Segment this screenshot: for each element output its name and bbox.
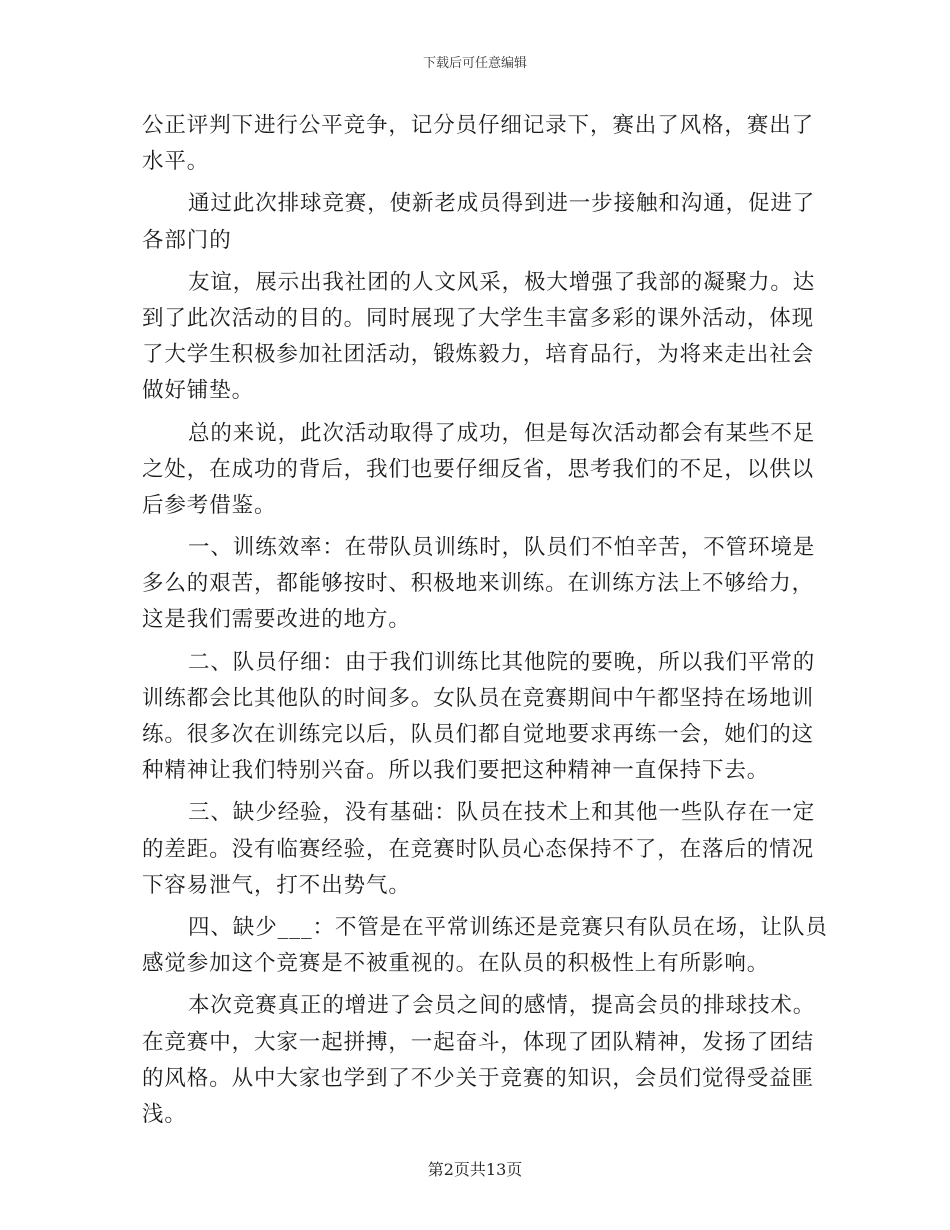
text-line: 种精神让我们特别兴奋。所以我们要把这种精神一直保持下去。 — [142, 758, 770, 784]
footer-suffix: 页 — [506, 1160, 523, 1179]
text-line: 后参考借鉴。 — [142, 492, 277, 518]
text-line: 之处，在成功的背后，我们也要仔细反省，思考我们的不足，以供以 — [142, 456, 815, 482]
text-line: 下容易泄气，打不出势气。 — [142, 872, 411, 898]
footer-prefix: 第 — [427, 1160, 444, 1179]
text-line: 通过此次排球竞赛，使新老成员得到进一步接触和沟通，促进了 — [188, 191, 816, 217]
paragraph — [142, 795, 816, 904]
paragraph — [142, 108, 815, 180]
text-line: 各部门的 — [142, 227, 232, 253]
paragraph — [142, 530, 816, 639]
page-footer — [0, 1157, 950, 1180]
document-body — [142, 108, 828, 1133]
footer-middle: 页共 — [453, 1160, 486, 1179]
paragraph — [142, 988, 816, 1133]
text-line: 本次竞赛真正的增进了会员之间的感情，提高会员的排球技术。 — [188, 993, 816, 1019]
text-line: 到了此次活动的目的。同时展现了大学生丰富多彩的课外活动，体现 — [142, 305, 815, 331]
page-number: 2 — [443, 1160, 454, 1179]
text-line: 做好铺垫。 — [142, 378, 255, 404]
text-line: 多么的艰苦，都能够按时、积极地来训练。在训练方法上不够给力， — [142, 571, 815, 597]
text-line: 这是我们需要改进的地方。 — [142, 607, 411, 633]
paragraph — [142, 910, 828, 982]
text-line: 的风格。从中大家也学到了不少关于竞赛的知识，会员们觉得受益匪 — [142, 1065, 815, 1091]
paragraph — [142, 265, 816, 410]
paragraph — [142, 186, 816, 258]
text-line: 总的来说，此次活动取得了成功，但是每次活动都会有某些不足 — [188, 420, 816, 446]
text-line: 训练都会比其他队的时间多。女队员在竞赛期间中午都坚持在场地训 — [142, 685, 815, 711]
text-line: 感觉参加这个竞赛是不被重视的。在队员的积极性上有所影响。 — [142, 951, 770, 977]
total-pages: 13 — [485, 1160, 507, 1179]
text-line: 一、训练效率：在带队员训练时，队员们不怕辛苦，不管环境是 — [188, 535, 816, 561]
text-line: 三、缺少经验，没有基础：队员在技术上和其他一些队存在一定 — [188, 800, 816, 826]
text-line: 浅。 — [142, 1101, 187, 1127]
text-line: 了大学生积极参加社团活动，锻炼毅力，培育品行，为将来走出社会 — [142, 342, 815, 368]
text-line: 的差距。没有临赛经验，在竞赛时队员心态保持不了，在落后的情况 — [142, 836, 815, 862]
text-line: 四、缺少___：不管是在平常训练还是竞赛只有队员在场，让队员 — [188, 914, 828, 940]
text-line: 水平。 — [142, 149, 210, 175]
page-header: 下载后可任意编辑 — [422, 56, 527, 71]
text-line: 练。很多次在训练完以后，队员们都自觉地要求再练一会，她们的这 — [142, 722, 815, 747]
text-line: 在竞赛中，大家一起拼搏，一起奋斗，体现了团队精神，发扬了团结 — [142, 1029, 815, 1055]
paragraph — [142, 645, 816, 790]
text-line: 二、队员仔细：由于我们训练比其他院的要晚，所以我们平常的 — [188, 649, 816, 675]
text-line: 友谊，展示出我社团的人文风采，极大增强了我部的凝聚力。达 — [188, 269, 816, 295]
text-line: 公正评判下进行公平竞争，记分员仔细记录下，赛出了风格，赛出了 — [142, 113, 815, 138]
paragraph — [142, 416, 816, 525]
